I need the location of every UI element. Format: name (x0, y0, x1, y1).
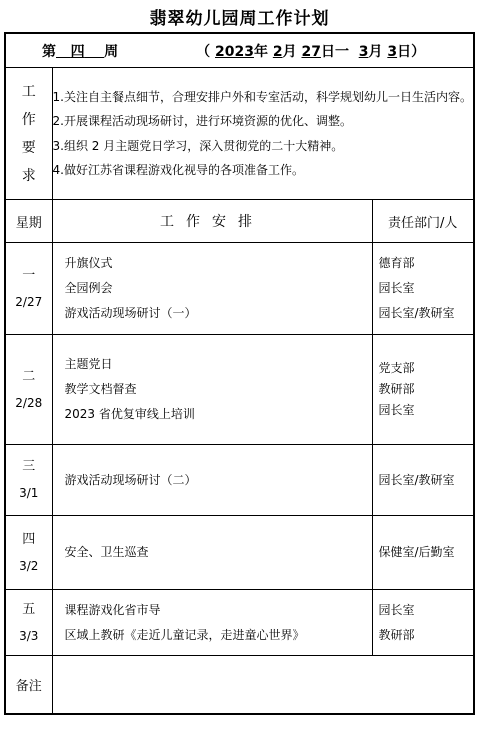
requirement-item: 1.关注自主餐点细节，合理安排户外和专室活动，科学规划幼儿一日生活内容。 (52, 89, 472, 104)
dept-item: 园长室/教研室 (378, 472, 455, 487)
weekday: 四 (22, 531, 36, 547)
weekday: 五 (22, 601, 36, 617)
date: 3/2 (19, 558, 39, 573)
date: 3/3 (19, 628, 39, 643)
day-cell (5, 243, 52, 335)
task-list (52, 590, 372, 656)
dept-item: 教研部 (378, 382, 415, 396)
task-list (52, 243, 372, 335)
weekday: 三 (22, 459, 36, 474)
week-suffix: 周 (104, 43, 119, 60)
requirement-item: 4.做好江苏省课程游戏化视导的各项准备工作。 (52, 163, 304, 177)
requirements-row (5, 68, 474, 200)
notes-row (5, 656, 474, 714)
day-cell (5, 590, 52, 656)
notes-label: 备注 (5, 656, 52, 714)
task-list (52, 335, 372, 445)
dept-item: 园长室 (378, 403, 415, 417)
task-item: 教学文档督查 (64, 382, 137, 396)
task-item: 区域上教研《走近儿童记录，走进童心世界》 (64, 627, 305, 642)
dept-column-header: 责任部门/人 (372, 200, 474, 243)
day-cell (5, 445, 52, 516)
dept-item: 园长室 (378, 602, 415, 617)
week-cell (5, 33, 474, 68)
dept-item: 园长室/教研室 (378, 306, 455, 320)
weekly-plan-table (4, 32, 475, 715)
table-row (5, 335, 474, 445)
task-list (52, 445, 372, 516)
task-item: 游戏活动现场研讨（二） (64, 472, 197, 487)
week-header-row (5, 33, 474, 68)
weekday: 一 (22, 267, 36, 283)
requirement-item: 2.开展课程活动现场研讨，进行环境资源的优化、调整。 (52, 114, 352, 128)
dept-item: 党支部 (378, 361, 415, 375)
dept-item: 教研部 (378, 627, 415, 642)
dept-list (372, 590, 474, 656)
week-number: 四 (70, 43, 85, 60)
table-row (5, 243, 474, 335)
day-column-header: 星期 (5, 200, 52, 243)
dept-item: 保健室/后勤室 (378, 545, 455, 559)
task-item: 主题党日 (64, 357, 113, 371)
weekday: 二 (22, 368, 36, 384)
table-row (5, 590, 474, 656)
dept-list (372, 243, 474, 335)
task-list (52, 516, 372, 590)
column-header-row (5, 200, 474, 243)
dept-item: 园长室 (378, 281, 415, 295)
dept-list (372, 516, 474, 590)
week-prefix: 第 (42, 43, 56, 60)
requirements-label: 工 作 要 求 (5, 68, 52, 200)
day-cell (5, 335, 52, 445)
task-item: 2023 省优复审线上培训 (64, 407, 195, 421)
day-cell (5, 516, 52, 590)
requirement-item: 3.组织 2 月主题党日学习，深入贯彻党的二十大精神。 (52, 138, 344, 153)
notes-content (52, 656, 474, 714)
date: 3/1 (19, 486, 39, 500)
table-row (5, 516, 474, 590)
task-item: 游戏活动现场研讨（一） (64, 306, 197, 320)
requirements-list (52, 68, 474, 200)
dept-item: 德育部 (378, 256, 415, 270)
dept-list (372, 335, 474, 445)
week-range: （ 2023年 2月 27日一 3月 3日） (196, 43, 426, 60)
page-title: 翡翠幼儿园周工作计划 (149, 9, 330, 29)
dept-list (372, 445, 474, 516)
task-item: 升旗仪式 (64, 256, 113, 270)
date: 2/27 (15, 294, 43, 309)
date: 2/28 (15, 395, 43, 410)
task-item: 安全、卫生巡查 (64, 545, 149, 559)
task-item: 全园例会 (64, 281, 113, 295)
table-row (5, 445, 474, 516)
tasks-column-header: 工作安排 (52, 200, 372, 243)
task-item: 课程游戏化省市导 (64, 602, 161, 617)
